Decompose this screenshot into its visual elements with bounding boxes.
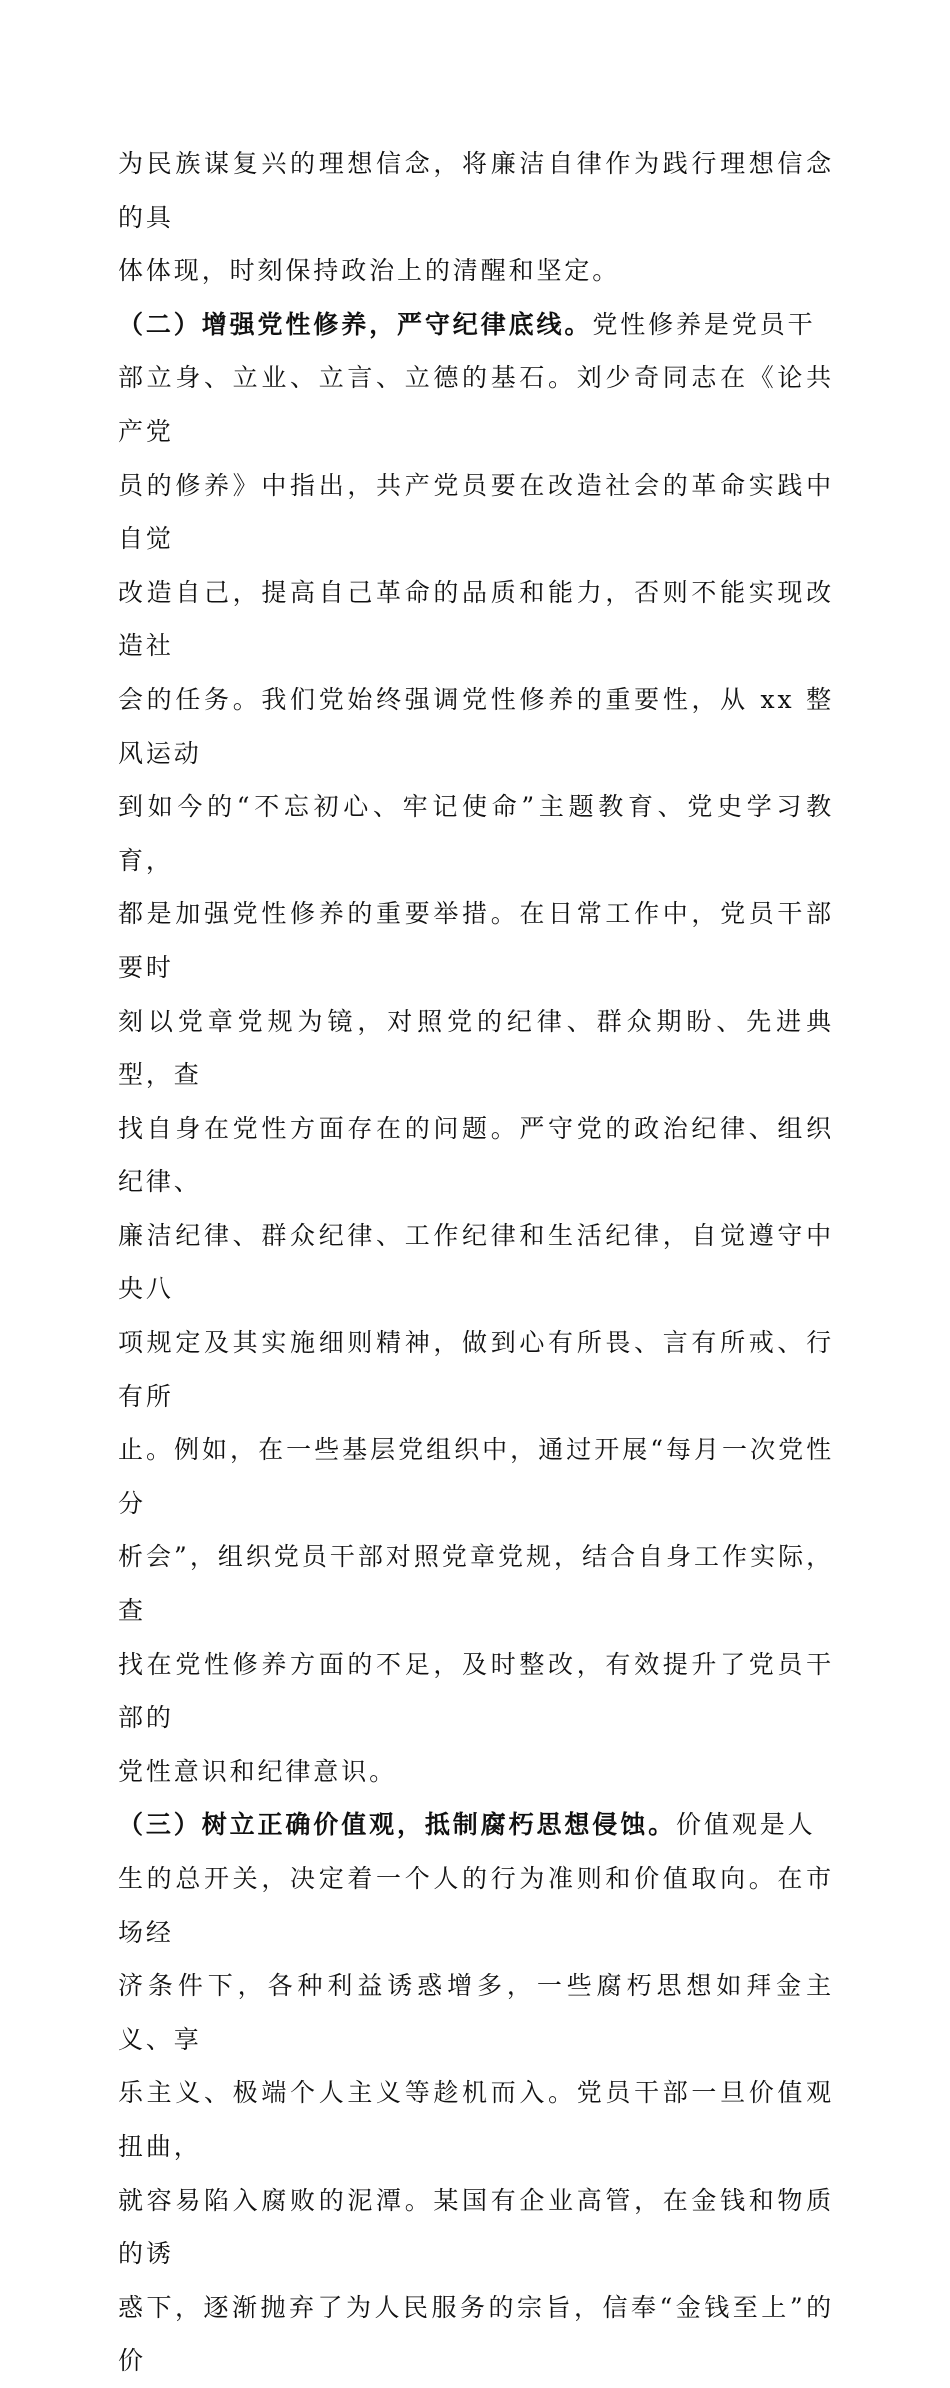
section-2-paragraph: [118, 298, 834, 1799]
document-body: [118, 137, 834, 2388]
section-3-paragraph: [118, 1798, 834, 2388]
paragraph-0-text: 为民族谋复兴的理想信念，将廉洁自律作为践行理想信念的具 体体现，时刻保持政治上的清醒和坚定。: [118, 149, 834, 286]
section-2-heading: （二）增强党性修养，严守纪律底线。: [118, 309, 593, 339]
section-3-heading: （三）树立正确价值观，抵制腐朽思想侵蚀。: [118, 1810, 677, 1840]
section-2-body: 党性修养是党员干 部立身、立业、立言、立德的基石。刘少奇同志在《论共产党 员的修养》中指出，共产党员要在改造社会的革命实践中自觉 改造自己，提高自己革命的品质和能力，否则不能实现改造社 会的任务。我们党始终强调党性修养的重要性，从 xx 整风运动 到如今的“不忘初心、牢记使命”主题教育、党史学习教育， 都是加强党性修养的重要举措。在日常工作中，党员干部要时 刻以党章党规为镜，对照党的纪律、群众期盼、先进典型，查 找自身在党性方面存在的问题。严守党的政治纪律、组织纪律、 廉洁纪律、群众纪律、工作纪律和生活纪律，自觉遵守中央八 项规定及其实施细则精神，做到心有所畏、言有所戒、行有所 止。例如，在一些基层党组织中，通过开展“每月一次党性分 析会”，组织党员干部对照党章党规，结合自身工作实际，查 找在党性修养方面的不足，及时整改，有效提升了党员干部的 党性意识和纪律意识。: [118, 309, 834, 1786]
section-3-body: 价值观是人 生的总开关，决定着一个人的行为准则和价值取向。在市场经 济条件下，各种利益诱惑增多，一些腐朽思想如拜金主义、享 乐主义、极端个人主义等趁机而入。党员干部一旦价值观扭曲， 就容易陷入腐败的泥潭。某国有企业高管，在金钱和物质的诱 惑下，逐渐抛弃了为人民服务的宗旨，信奉“金钱至上”的价: [118, 1810, 834, 2376]
paragraph-continuation: [118, 137, 834, 298]
